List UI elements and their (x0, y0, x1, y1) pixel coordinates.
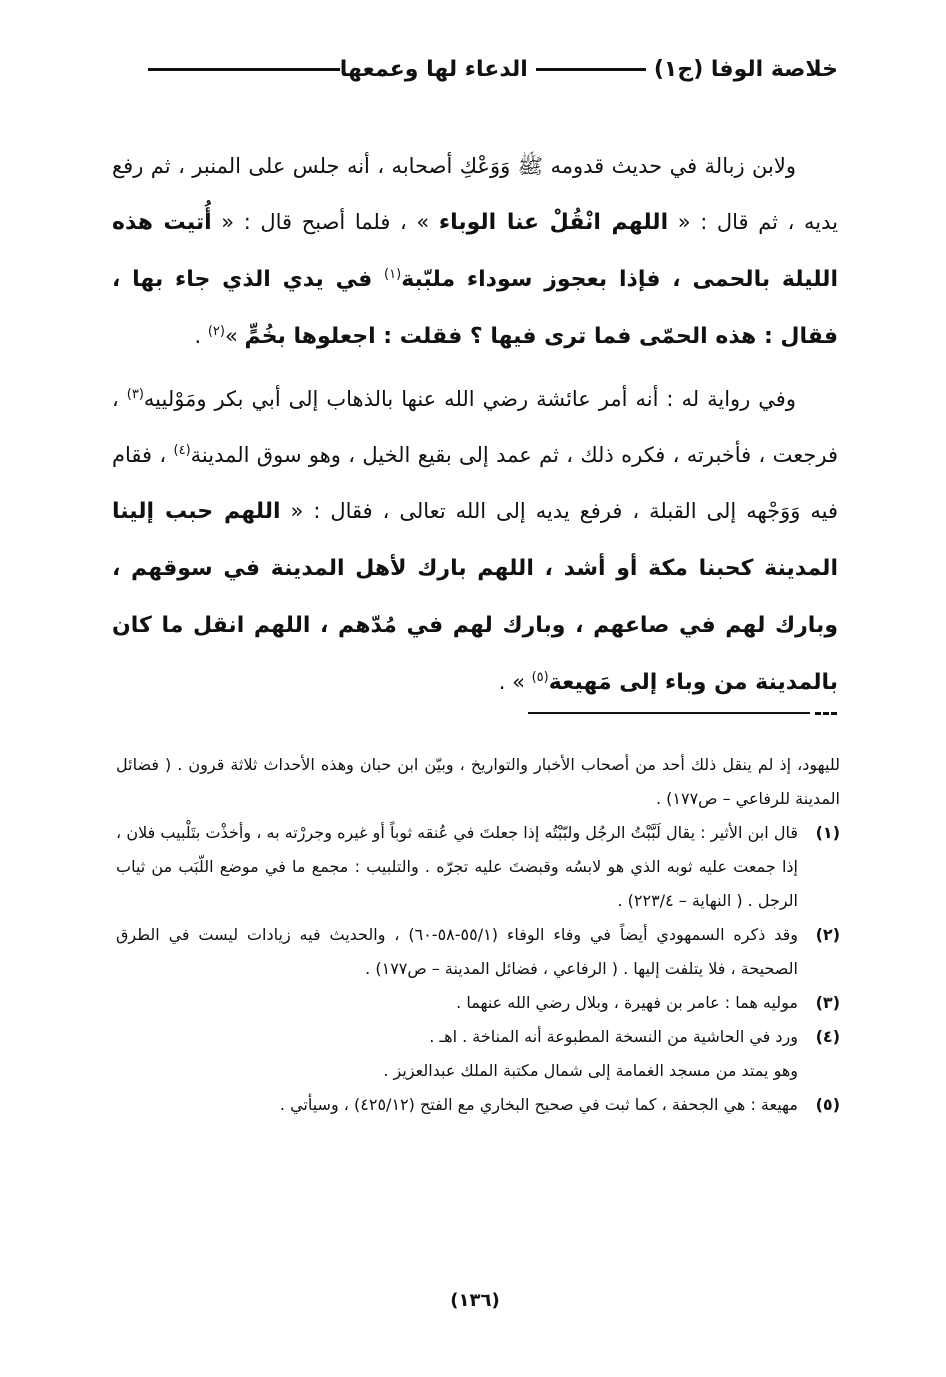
footnote-number: (٥) (815, 1095, 840, 1114)
footnote-text: وهو يمتد من مسجد الغمامة إلى شمال مكتبة الملك عبدالعزيز . (383, 1061, 798, 1080)
page-number: (١٣٦) (450, 1290, 500, 1311)
footnote-ref: (٢) (207, 324, 225, 339)
footnote-2 (116, 918, 840, 986)
text-run: » ، فلما أصبح قال : « (211, 210, 439, 234)
footnote-3 (116, 986, 840, 1020)
footnote-continuation (116, 748, 840, 816)
main-text (112, 138, 838, 711)
footnote-number: (٣) (815, 993, 840, 1012)
bold-run: اللهم انْقُلْ عنا الوباء (438, 210, 669, 235)
footnote-number: (٤) (815, 1027, 840, 1046)
footnote-text: لليهود، إذ لم ينقل ذلك أحد من أصحاب الأخبار والتواريخ ، وبيّن ابن حبان وهذه الأحداث ثلاثة قرون . ( فضائل المدينة للرفاعي – ص١٧٧) . (116, 755, 840, 808)
footnotes (116, 748, 840, 1122)
bold-run: أُتيت هذه الليلة بالحمى ، فإذا بعجوز سوداء ملبّبة (112, 210, 838, 292)
footnote-ref: (٥) (531, 670, 549, 685)
running-header (148, 44, 838, 94)
footnote-5 (116, 1088, 840, 1122)
bold-run: في يدي الذي جاء بها ، فقال : هذه الحمّى فما ترى فيها ؟ فقلت : اجعلوها بخُمٍّ (112, 267, 838, 349)
header-rule-short (536, 68, 646, 71)
text-run: » (224, 324, 245, 348)
footnote-separator-dash (815, 712, 837, 715)
header-rule-long (148, 68, 340, 71)
footnote-text: مهيعة : هي الجحفة ، كما ثبت في صحيح البخاري مع الفتح (٤٢٥/١٢) ، وسيأتي . (279, 1095, 798, 1114)
footnote-text: قال ابن الأثير : يقال لَبَّبْتُ الرجُل ولبّبْتُه إذا جعلتَ في عُنقه ثوباً أو غيره وجررْته به ، وأخذْت بتَلْبيب فلان ، إذا جمعت عليه ثوبه الذي هو لابسُه وقبضتَ عليه تجرّه . والتلبيب : مجمع ما في موضع اللّبَب من ثياب الرجل . ( النهاية – ٢٢٣/٤) . (116, 823, 798, 910)
footnote-text: ورد في الحاشية من النسخة المطبوعة أنه المناخة . اهـ . (429, 1027, 798, 1046)
paragraph-2 (112, 371, 838, 711)
chapter-title: الدعاء لها وعمعها (339, 56, 528, 82)
text-run: . (194, 324, 208, 348)
footnote-ref: (٣) (126, 387, 144, 402)
footnote-text: وقد ذكره السمهودي أيضاً في وفاء الوفاء (٥٥/١-٥٨-٦٠) ، والحديث فيه زيادات ليست في الطرق الصحيحة ، فلا يتلفت إليها . ( الرفاعي ، فضائل المدينة – ص١٧٧) . (116, 925, 799, 978)
footnote-number: (٢) (815, 925, 840, 944)
paragraph-1 (112, 138, 838, 365)
text-run: ، فقام فيه وَوَجْهه إلى القبلة ، فرفع يديه إلى الله تعالى ، فقال : « (112, 443, 838, 523)
footnote-text: موليه هما : عامر بن فهيرة ، وبلال رضي الله عنهما . (456, 993, 798, 1012)
footnote-ref: (١) (384, 267, 402, 282)
book-title: خلاصة الوفا (ج١) (653, 56, 838, 82)
text-run: وفي رواية له : أنه أمر عائشة رضي الله عنها بالذهاب إلى أبي بكر ومَوْلييه (143, 387, 796, 411)
footnote-1 (116, 816, 840, 918)
footnote-4-continued (116, 1054, 840, 1088)
footnote-ref: (٤) (173, 443, 191, 458)
footnote-number: (١) (815, 823, 840, 842)
footnote-separator (528, 712, 810, 714)
text-run: ، فرجعت ، فأخبرته ، فكره ذلك ، ثم عمد إلى بقيع الخيل ، وهو سوق المدينة (112, 387, 838, 467)
bold-run: اللهم حبب إلينا المدينة كحبنا مكة أو أشد ، اللهم بارك لأهل المدينة في سوقهم ، وبارك لهم في صاعهم ، وبارك لهم في مُدّهم ، اللهم انقل ما كان بالمدينة من وباء إلى مَهيعة (112, 499, 838, 695)
text-run: ولابن زبالة في حديث قدومه ﷺ وَوَعْكِ أصحابه ، أنه جلس على المنبر ، ثم رفع يديه ، ثم قال : « (112, 154, 838, 234)
footnote-4 (116, 1020, 840, 1054)
text-run: » . (498, 670, 532, 694)
